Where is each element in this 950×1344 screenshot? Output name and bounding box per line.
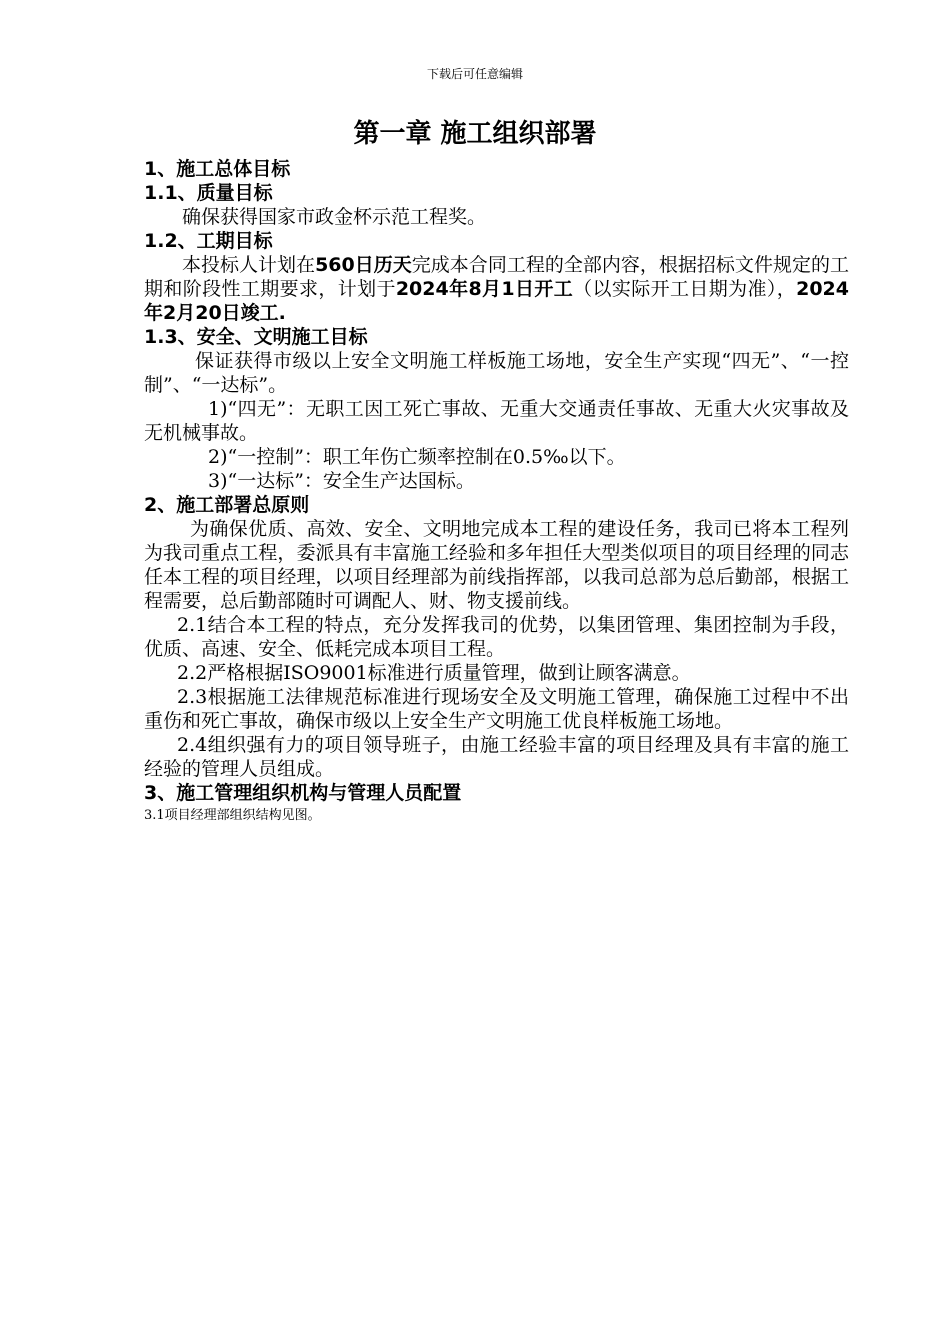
principle-item-2-4: 2.4组织强有力的项目领导班子，由施工经验丰富的项目经理及具有丰富的施工经验的管理人员组成。 [144, 734, 849, 780]
safety-item-3: 3)“一达标”：安全生产达国标。 [208, 470, 475, 492]
safety-target-text: 保证获得市级以上安全文明施工样板施工场地，安全生产实现“四无”、“一控制”、“一达标”。 [144, 350, 849, 396]
schedule-text-part: 本投标人计划在 [182, 254, 316, 276]
schedule-start-date: 2024年8月1日开工 [395, 278, 574, 300]
safety-item-2: 2)“一控制”：职工年伤亡频率控制在0.5‰以下。 [208, 446, 626, 468]
principle-item-2-2: 2.2严格根据ISO9001标准进行质量管理，做到让顾客满意。 [177, 662, 691, 684]
safety-item-1: 1)“四无”：无职工因工死亡事故、无重大交通责任事故、无重大火灾事故及无机械事故。 [144, 398, 849, 444]
document-body [144, 157, 849, 827]
heading-section-3: 3、施工管理组织机构与管理人员配置 [144, 782, 462, 804]
schedule-text-part: （以实际开工日期为准）， [573, 278, 797, 300]
page-header-note: 下载后可任意编辑 [426, 67, 523, 81]
principle-item-2-1: 2.1结合本工程的特点，充分发挥我司的优势，以集团管理、集团控制为手段，优质、高速、安全、低耗完成本项目工程。 [144, 614, 849, 660]
principle-item-2-3: 2.3根据施工法律规范标准进行现场安全及文明施工管理，确保施工过程中不出重伤和死亡事故，确保市级以上安全生产文明施工优良样板施工场地。 [144, 686, 849, 732]
schedule-target-text [144, 253, 849, 325]
org-structure-note: 3.1项目经理部组织结构见图。 [144, 808, 321, 823]
schedule-days: 560日历天 [315, 254, 412, 276]
heading-safety-target: 1.3、安全、文明施工目标 [144, 326, 368, 348]
quality-target-text: 确保获得国家市政金杯示范工程奖。 [182, 206, 487, 228]
heading-schedule-target: 1.2、工期目标 [144, 230, 273, 252]
heading-section-1: 1、施工总体目标 [144, 158, 291, 180]
heading-quality-target: 1.1、质量目标 [144, 182, 273, 204]
schedule-text-part: 完成本合同工程的全部内容，根据招标文件规定的工期和阶段性工期要求，计划于 [144, 254, 849, 300]
chapter-title: 第一章 施工组织部署 [353, 119, 597, 149]
principle-text: 为确保优质、高效、安全、文明地完成本工程的建设任务，我司已将本工程列为我司重点工程，委派具有丰富施工经验和多年担任大型类似项目的项目经理的同志任本工程的项目经理，以项目经理部为前线指挥部，以我司总部为总后勤部，根据工程需要，总后勤部随时可调配人、财、物支援前线。 [144, 518, 849, 612]
heading-section-2: 2、施工部署总原则 [144, 494, 310, 516]
schedule-end-date: 2024年2月20日竣工. [144, 278, 849, 324]
